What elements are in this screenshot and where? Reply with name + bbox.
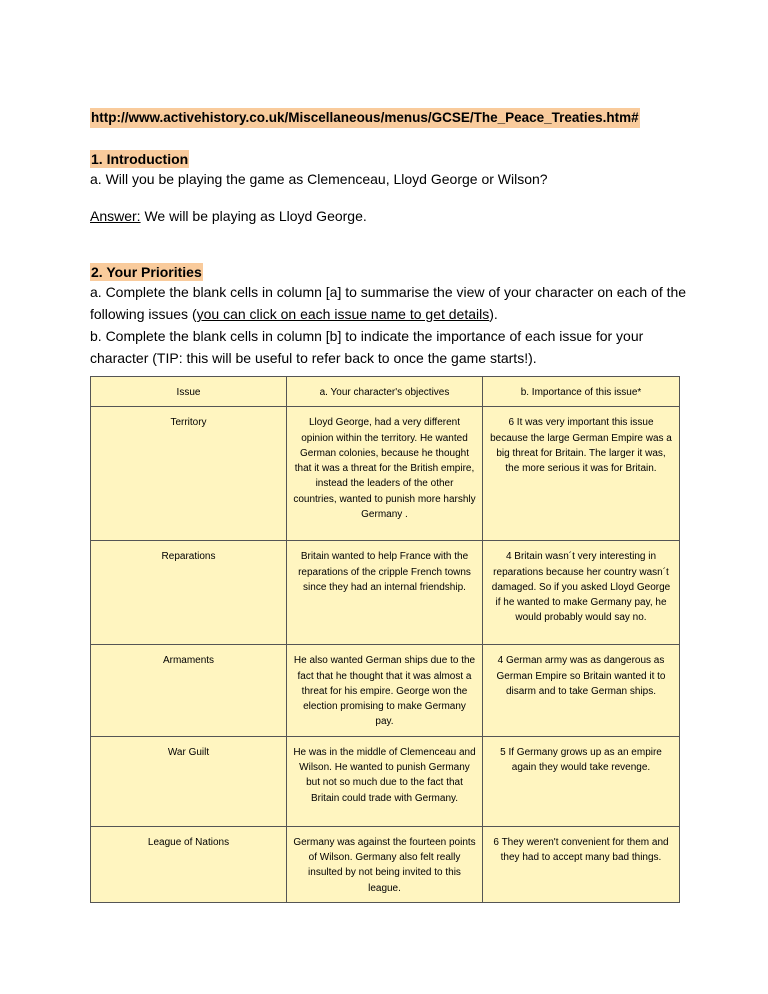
table-row: [91, 541, 680, 645]
issue-cell[interactable]: League of Nations: [91, 826, 287, 902]
source-url: http://www.activehistory.co.uk/Miscellaneous/menus/GCSE/The_Peace_Treaties.htm#: [90, 108, 640, 128]
table-row: [91, 826, 680, 902]
objective-cell: Lloyd George, had a very different opinion within the territory. He wanted German colonies, because he thought that it was a threat for the British empire, instead the leaders of the other countries, wanted to punish more harshly Germany .: [287, 407, 483, 541]
answer-label: Answer:: [90, 208, 141, 224]
importance-cell: 4 Britain wasn´t very interesting in reparations because her country wasn´t damaged. So if you asked Lloyd George if he wanted to make Germany pay, he would probably would say no.: [483, 541, 680, 645]
table-header-row: [91, 377, 680, 407]
header-objectives: a. Your character's objectives: [287, 377, 483, 407]
section-1-heading: 1. Introduction: [91, 151, 189, 167]
objective-cell: Britain wanted to help France with the reparations of the cripple French towns since they had an internal friendship.: [287, 541, 483, 645]
section-1-question: a. Will you be playing the game as Clemenceau, Lloyd George or Wilson?: [90, 171, 548, 187]
section-2-instruction-b: b. Complete the blank cells in column [b] to indicate the importance of each issue for your character (TIP: this will be useful to refer back to once the game starts!).: [90, 328, 644, 366]
answer-text: We will be playing as Lloyd George.: [140, 208, 367, 224]
instruction-a-end: ).: [489, 306, 498, 322]
table-row: [91, 407, 680, 541]
section-2-instruction-a: [90, 281, 700, 325]
issue-cell[interactable]: Territory: [91, 407, 287, 541]
issue-cell[interactable]: War Guilt: [91, 736, 287, 826]
table-row: [91, 736, 680, 826]
importance-cell: 5 If Germany grows up as an empire again they would take revenge.: [483, 736, 680, 826]
importance-cell: 6 It was very important this issue because the large German Empire was a big threat for Britain. The larger it was, the more serious it was for Britain.: [483, 407, 680, 541]
section-1-answer: [90, 205, 700, 227]
importance-cell: 4 German army was as dangerous as German Empire so Britain wanted it to disarm and to take German ships.: [483, 645, 680, 736]
issue-details-link[interactable]: you can click on each issue name to get details: [196, 306, 490, 322]
objective-cell: Germany was against the fourteen points of Wilson. Germany also felt really insulted by not being invited to this league.: [287, 826, 483, 902]
importance-cell: 6 They weren't convenient for them and they had to accept many bad things.: [483, 826, 680, 902]
header-issue: Issue: [91, 377, 287, 407]
issues-table: [90, 376, 680, 903]
instruction-a-text: a. Complete the blank cells in column [a] to summarise the view of your character on each of the following issues (: [90, 284, 687, 322]
objective-cell: He was in the middle of Clemenceau and Wilson. He wanted to punish Germany but not so much due to the fact that Britain could trade with Germany.: [287, 736, 483, 826]
section-2-heading: 2. Your Priorities: [91, 264, 202, 280]
issue-cell[interactable]: Armaments: [91, 645, 287, 736]
objective-cell: He also wanted German ships due to the fact that he thought that it was almost a threat for his empire. George won the election promising to make Germany pay.: [287, 645, 483, 736]
header-importance: b. Importance of this issue*: [483, 377, 680, 407]
issue-cell[interactable]: Reparations: [91, 541, 287, 645]
table-row: [91, 645, 680, 736]
